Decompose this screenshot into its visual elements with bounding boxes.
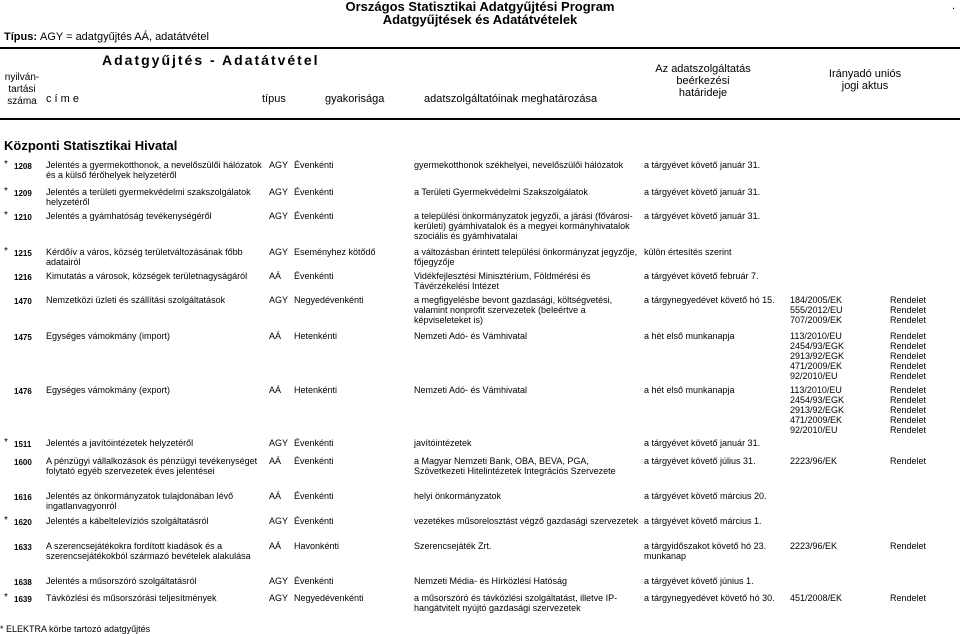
main-heading: Adatgyűjtés - Adatátvétel [102,52,320,68]
header-bottom-rule [0,118,960,120]
row-type: AÁ [269,385,282,395]
row-deadline: a tárgyévet követő március 20. [644,491,767,501]
row-provider: gyermekotthonok székhelyei, nevelőszülői hálózatok [414,160,624,170]
row-id: 1600 [14,458,32,467]
row-deadline: a hét első munkanapja [644,385,735,395]
eu-act-type: Rendelet [890,341,927,351]
row-frequency: Évenkénti [294,516,334,526]
row-frequency: Évenkénti [294,456,334,466]
eu-act-type: Rendelet [890,395,927,405]
elektra-star: * [4,159,8,170]
elektra-star: * [4,515,8,526]
row-deadline: a tárgyévet követő március 1. [644,516,762,526]
row-id: 1475 [14,333,32,342]
eu-act-type: Rendelet [890,456,927,466]
row-frequency: Évenkénti [294,491,334,501]
eu-regulation-number: 471/2009/EK [790,361,843,371]
eu-act-type: Rendelet [890,295,927,305]
row-eu-act-type [890,295,960,325]
col-type-header: típus [262,93,286,105]
row-id: 1209 [14,189,32,198]
row-provider: helyi önkormányzatok [414,491,502,501]
eu-regulation-number: 707/2009/EK [790,315,843,325]
row-type: AGY [269,295,289,305]
row-title: A pénzügyi vállalkozások és pénzügyi tevékenységet folytató egyéb szervezetek éves jelentései [46,456,258,476]
row-provider: a települési önkormányzatok jegyzői, a járási (fővárosi-kerületi) gyámhivatalok és a megyei kormányhivatalok szociális és gyámhivatalai [414,211,633,241]
eu-regulation-number: 184/2005/EK [790,295,843,305]
row-type: AGY [269,211,289,221]
eu-regulation-number: 113/2010/EU [790,385,842,395]
row-type: AGY [269,438,289,448]
row-frequency: Évenkénti [294,576,334,586]
eu-act-type: Rendelet [890,415,927,425]
section-title: Központi Statisztikai Hivatal [4,138,178,153]
eu-regulation-number: 2913/92/EGK [790,405,845,415]
row-type: AGY [269,187,289,197]
row-title: Jelentés a gyermekotthonok, a nevelőszülői hálózatok és a külső férőhelyek helyzetéről [46,160,262,180]
row-frequency: Havonkénti [294,541,340,551]
footnote: * ELEKTRA körbe tartozó adatgyűjtés [0,624,151,634]
elektra-star: * [4,437,8,448]
row-provider: a műsorszóró és távközlési szolgáltatást, illetve IP-hangátvitelt nyújtó gazdasági szervezetek [414,593,618,613]
elektra-star: * [4,592,8,603]
row-eu-act-type [890,385,960,435]
row-provider: Nemzeti Adó- és Vámhivatal [414,385,528,395]
row-provider: a megfigyelésbe bevont gazdasági, költségvetési, valamint nonprofit szervezetek (beleértve a képviseleteket is) [414,295,613,325]
row-eu-regulations [790,456,890,466]
row-id: 1633 [14,543,32,552]
program-title: Országos Statisztikai Adatgyűjtési Program [345,0,615,14]
row-type: AGY [269,576,289,586]
row-provider: Nemzeti Adó- és Vámhivatal [414,331,528,341]
row-title: Egységes vámokmány (import) [46,331,171,341]
row-id: 1511 [14,440,32,449]
row-provider: a Területi Gyermekvédelmi Szakszolgálatok [414,187,588,197]
elektra-star: * [4,246,8,257]
row-id: 1470 [14,297,32,306]
col-frequency-header: gyakorisága [325,93,385,105]
row-frequency: Eseményhez kötődő [294,247,376,257]
row-title: Jelentés a műsorszóró szolgáltatásról [46,576,197,586]
row-provider: Nemzeti Média- és Hírközlési Hatóság [414,576,568,586]
row-type: AÁ [269,491,282,501]
row-deadline: a tárgynegyedévet követő hó 30. [644,593,775,603]
row-type: AGY [269,247,289,257]
row-title: Egységes vámokmány (export) [46,385,171,395]
eu-act-type: Rendelet [890,385,927,395]
row-id: 1216 [14,273,32,282]
row-id: 1215 [14,249,32,258]
row-title: Jelentés a területi gyermekvédelmi szakszolgálatok helyzetéről [46,187,251,207]
row-id: 1620 [14,518,32,527]
eu-act-type: Rendelet [890,593,927,603]
eu-act-type: Rendelet [890,405,927,415]
row-deadline: a tárgyévet követő július 31. [644,456,756,466]
row-provider: vezetékes műsorelosztást végző gazdasági szervezetek [414,516,639,526]
row-type: AÁ [269,331,282,341]
row-eu-regulations [790,295,890,325]
row-title: Kérdőív a város, község területváltozásának főbb adatairól [46,247,243,267]
row-frequency: Évenkénti [294,211,334,221]
row-eu-act-type [890,541,960,551]
row-provider: a változásban érintett települési önkormányzat jegyzője, főjegyzője [414,247,638,267]
eu-regulation-number: 451/2008/EK [790,593,843,603]
row-deadline: a hét első munkanapja [644,331,735,341]
program-subtitle: Adatgyűjtések és Adatátvételek [382,12,578,27]
eu-regulation-number: 2223/96/EK [790,456,838,466]
row-type: AGY [269,593,289,603]
row-type: AÁ [269,541,282,551]
header-top-rule [0,47,960,49]
eu-regulation-number: 113/2010/EU [790,331,842,341]
eu-regulation-number: 2223/96/EK [790,541,838,551]
eu-regulation-number: 555/2012/EU [790,305,843,315]
row-type: AÁ [269,456,282,466]
eu-regulation-number: 2913/92/EGK [790,351,845,361]
row-title: A szerencsejátékokra fordított kiadások és a szerencsejátékokból származó bevételek alakulása [46,541,251,561]
col-deadline-header: Az adatszolgáltatás beérkezési határideje [655,63,751,99]
col-eu-law-header: Irányadó uniós jogi aktus [828,68,902,92]
row-deadline: külön értesítés szerint [644,247,732,257]
row-deadline: a tárgyévet követő január 31. [644,187,761,197]
row-title: Jelentés az önkormányzatok tulajdonában lévő ingatlanvagyonról [46,491,234,511]
corner-mark: . [952,0,956,12]
eu-act-type: Rendelet [890,361,927,371]
row-id: 1208 [14,162,32,171]
row-deadline: a tárgyévet követő január 31. [644,160,761,170]
row-eu-act-type [890,331,960,381]
row-eu-regulations [790,385,890,435]
eu-act-type: Rendelet [890,305,927,315]
tipus-label: Típus: [4,31,37,43]
col-id-header: nyilván- tartási száma [4,72,40,107]
eu-regulation-number: 92/2010/EU [790,425,838,435]
row-frequency: Negyedévenkénti [294,295,364,305]
row-provider: a Magyar Nemzeti Bank, OBA, BEVA, PGA, Szövetkezeti Hitelintézetek Integrációs Szervezete [414,456,616,476]
row-title: Kimutatás a városok, községek területnagyságáról [46,271,248,281]
eu-regulation-number: 2454/93/EGK [790,395,845,405]
row-frequency: Évenkénti [294,271,334,281]
row-frequency: Évenkénti [294,160,334,170]
row-provider: Vidékfejlesztési Minisztérium, Földmérési és Távérzékelési Intézet [414,271,591,291]
row-eu-act-type [890,456,960,466]
row-id: 1638 [14,578,32,587]
row-title: Jelentés a javítóintézetek helyzetéről [46,438,194,448]
row-deadline: a tárgyévet követő január 31. [644,438,761,448]
row-id: 1210 [14,213,32,222]
elektra-star: * [4,210,8,221]
eu-act-type: Rendelet [890,351,927,361]
eu-regulation-number: 471/2009/EK [790,415,843,425]
row-id: 1476 [14,387,32,396]
col-provider-header: adatszolgáltatóinak meghatározása [424,93,598,105]
row-type: AÁ [269,271,282,281]
row-eu-regulations [790,541,890,551]
row-type: AGY [269,516,289,526]
row-provider: javítóintézetek [414,438,472,448]
row-frequency: Negyedévenkénti [294,593,364,603]
row-id: 1616 [14,493,32,502]
tipus-legend: AGY = adatgyűjtés AÁ, adatátvétel [40,31,209,43]
col-title-header: c í m e [46,93,80,105]
row-deadline: a tárgynegyedévet követő hó 15. [644,295,775,305]
eu-regulation-number: 92/2010/EU [790,371,838,381]
row-frequency: Évenkénti [294,187,334,197]
row-provider: Szerencsejáték Zrt. [414,541,492,551]
eu-act-type: Rendelet [890,425,927,435]
row-eu-regulations [790,331,890,381]
eu-act-type: Rendelet [890,315,927,325]
elektra-star: * [4,186,8,197]
row-frequency: Hetenkénti [294,331,338,341]
row-eu-regulations [790,593,890,603]
row-deadline: a tárgyévet követő január 31. [644,211,761,221]
row-eu-act-type [890,593,960,603]
row-title: Jelentés a kábeltelevíziós szolgáltatásról [46,516,209,526]
row-title: Jelentés a gyámhatóság tevékenységéről [46,211,212,221]
row-frequency: Hetenkénti [294,385,338,395]
row-deadline: a tárgyévet követő június 1. [644,576,754,586]
eu-act-type: Rendelet [890,331,927,341]
eu-act-type: Rendelet [890,371,927,381]
row-deadline: a tárgyévet követő február 7. [644,271,759,281]
eu-act-type: Rendelet [890,541,927,551]
row-title: Nemzetközi üzleti és szállítási szolgáltatások [46,295,226,305]
row-type: AGY [269,160,289,170]
eu-regulation-number: 2454/93/EGK [790,341,845,351]
row-title: Távközlési és műsorszórási teljesítmények [46,593,217,603]
row-id: 1639 [14,595,32,604]
row-frequency: Évenkénti [294,438,334,448]
row-deadline: a tárgyidőszakot követő hó 23. munkanap [644,541,767,561]
